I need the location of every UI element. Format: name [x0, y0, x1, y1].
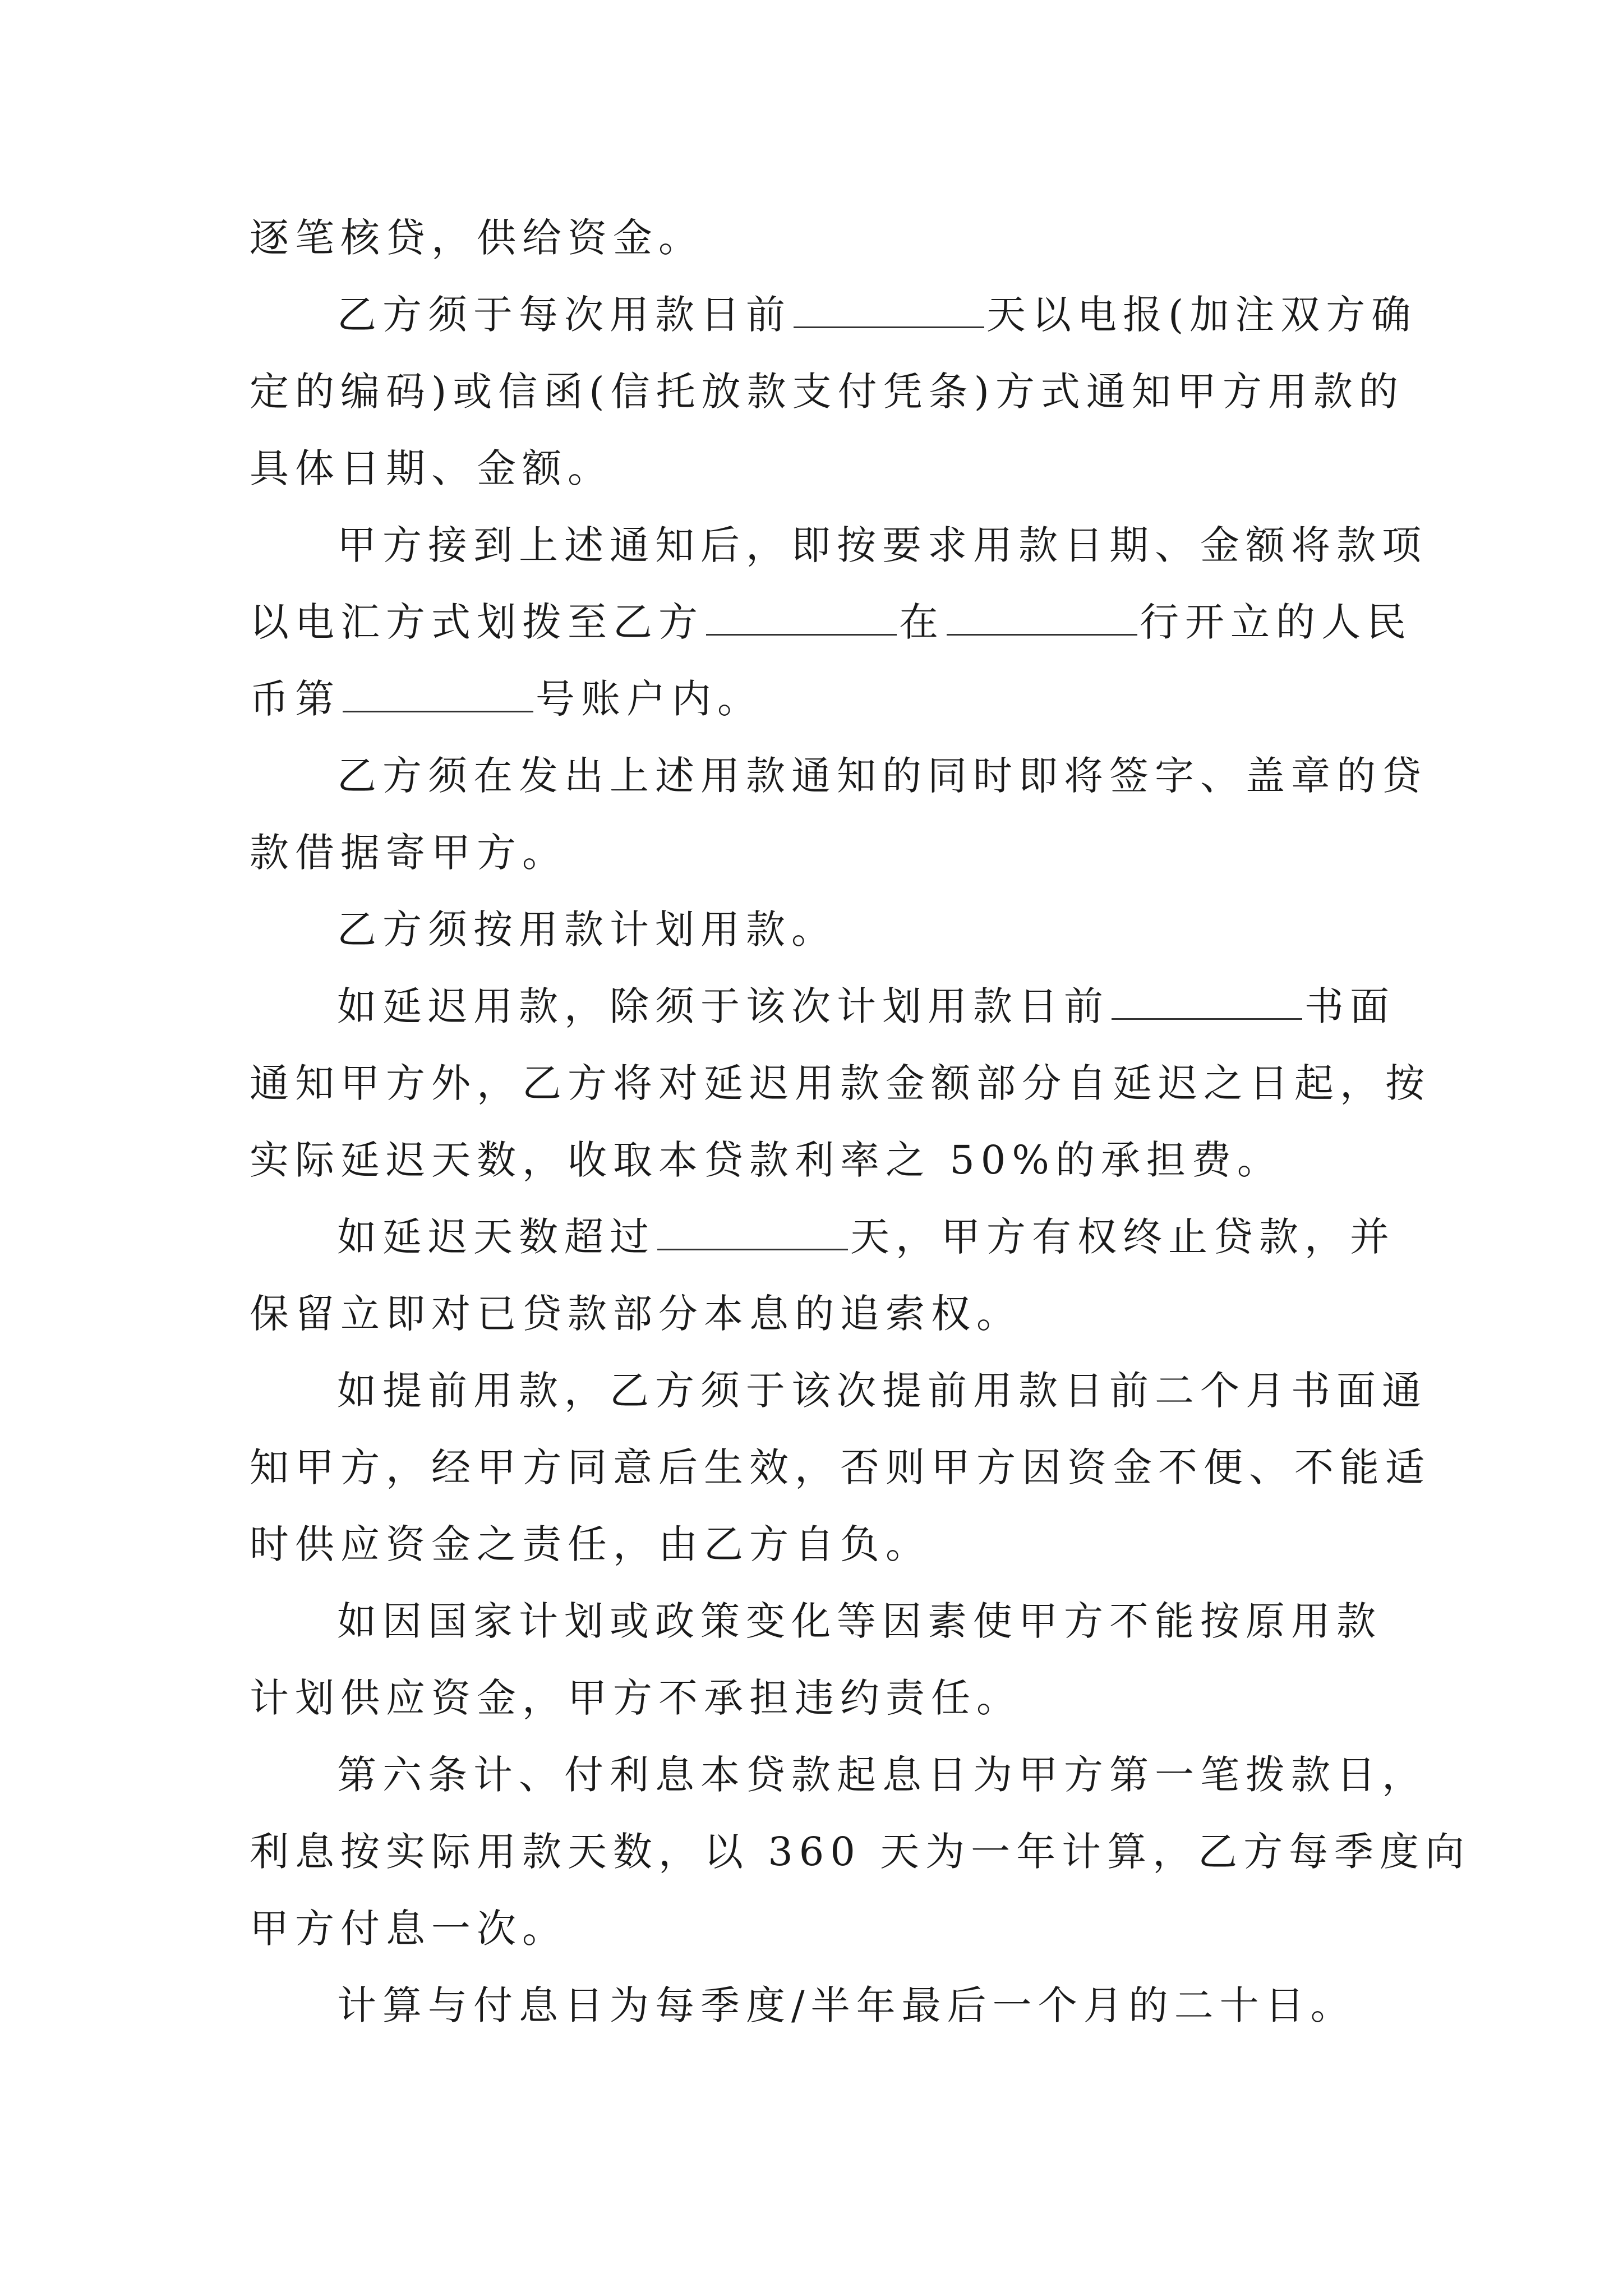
text-line — [250, 891, 1377, 968]
text-line — [250, 815, 1377, 891]
text-segment: 币第 — [250, 676, 340, 722]
paragraph — [250, 1737, 1471, 1967]
text-segment: 乙方须在发出上述用款通知的同时即将签字、盖章的贷 — [337, 753, 1427, 799]
text-line — [250, 968, 1395, 1045]
paragraph — [250, 738, 1427, 891]
text-line — [250, 1660, 1377, 1737]
text-line — [250, 1199, 1395, 1276]
text-segment: 乙方须按用款计划用款。 — [337, 907, 837, 953]
text-segment: 计划供应资金，甲方不承担违约责任。 — [250, 1675, 1022, 1721]
text-segment: 知甲方，经甲方同意后生效，否则甲方因资金不便、不能适 — [250, 1444, 1431, 1490]
text-line — [250, 507, 1427, 584]
paragraph — [250, 200, 1377, 277]
text-line — [250, 200, 1377, 277]
fill-in-blank — [794, 287, 984, 328]
text-segment: 如延迟天数超过 — [337, 1214, 655, 1260]
text-segment: 款借据寄甲方。 — [250, 830, 568, 876]
text-line — [250, 1814, 1471, 1890]
paragraph — [250, 1967, 1377, 2044]
paragraph — [250, 507, 1427, 738]
text-line — [250, 353, 1404, 430]
text-segment: 书面 — [1304, 983, 1395, 1029]
text-line — [250, 277, 1417, 353]
text-segment: 号账户内。 — [536, 676, 763, 722]
text-segment: 甲方接到上述通知后，即按要求用款日期、金额将款项 — [337, 522, 1427, 568]
text-segment: 定的编码)或信函(信托放款支付凭条)方式通知甲方用款的 — [250, 369, 1404, 415]
text-segment: 如因国家计划或政策变化等因素使甲方不能按原用款 — [337, 1598, 1382, 1644]
paragraph — [250, 1352, 1431, 1583]
text-segment: 保留立即对已贷款部分本息的追索权。 — [250, 1291, 1022, 1337]
text-line — [250, 1737, 1427, 1814]
paragraph — [250, 891, 1377, 968]
text-segment: 实际延迟天数，收取本贷款利率之 50%的承担费。 — [250, 1137, 1283, 1183]
text-line — [250, 1429, 1431, 1506]
text-line — [250, 1890, 1377, 1967]
text-segment: 第六条计、付利息本贷款起息日为甲方第一笔拨款日， — [337, 1752, 1427, 1798]
document-body — [250, 200, 1471, 2044]
text-line — [250, 738, 1427, 815]
text-line — [250, 430, 1377, 507]
text-segment: 天以电报(加注双方确 — [986, 292, 1417, 338]
text-line — [250, 584, 1412, 661]
text-line — [250, 1583, 1382, 1660]
text-line — [250, 1506, 1377, 1583]
text-segment: 通知甲方外，乙方将对延迟用款金额部分自延迟之日起，按 — [250, 1060, 1431, 1106]
text-segment: 在 — [899, 599, 944, 645]
text-line — [250, 1967, 1377, 2044]
text-segment: 具体日期、金额。 — [250, 445, 613, 491]
text-line — [250, 1045, 1431, 1122]
text-segment: 乙方须于每次用款日前 — [337, 292, 791, 338]
fill-in-blank — [657, 1209, 848, 1250]
paragraph — [250, 277, 1417, 507]
text-segment: 时供应资金之责任，由乙方自负。 — [250, 1521, 931, 1567]
text-segment: 如提前用款，乙方须于该次提前用款日前二个月书面通 — [337, 1368, 1427, 1414]
text-segment: 利息按实际用款天数，以 360 天为一年计算，乙方每季度向 — [250, 1829, 1471, 1875]
text-segment: 如延迟用款，除须于该次计划用款日前 — [337, 983, 1109, 1029]
text-segment: 逐笔核贷，供给资金。 — [250, 215, 704, 261]
fill-in-blank — [706, 595, 897, 636]
fill-in-blank — [1112, 979, 1302, 1020]
text-segment: 计算与付息日为每季度/半年最后一个月的二十日。 — [337, 1982, 1356, 2028]
paragraph — [250, 1583, 1382, 1737]
text-segment: 甲方付息一次。 — [250, 1906, 568, 1952]
paragraph — [250, 1199, 1395, 1352]
fill-in-blank — [947, 595, 1137, 636]
text-line — [250, 1352, 1427, 1429]
text-segment: 以电汇方式划拨至乙方 — [250, 599, 704, 645]
fill-in-blank — [343, 671, 533, 712]
text-line — [250, 661, 1377, 738]
text-segment: 天，甲方有权终止贷款，并 — [850, 1214, 1395, 1260]
text-line — [250, 1276, 1377, 1352]
paragraph — [250, 968, 1431, 1199]
text-segment: 行开立的人民 — [1140, 599, 1412, 645]
text-line — [250, 1122, 1377, 1199]
